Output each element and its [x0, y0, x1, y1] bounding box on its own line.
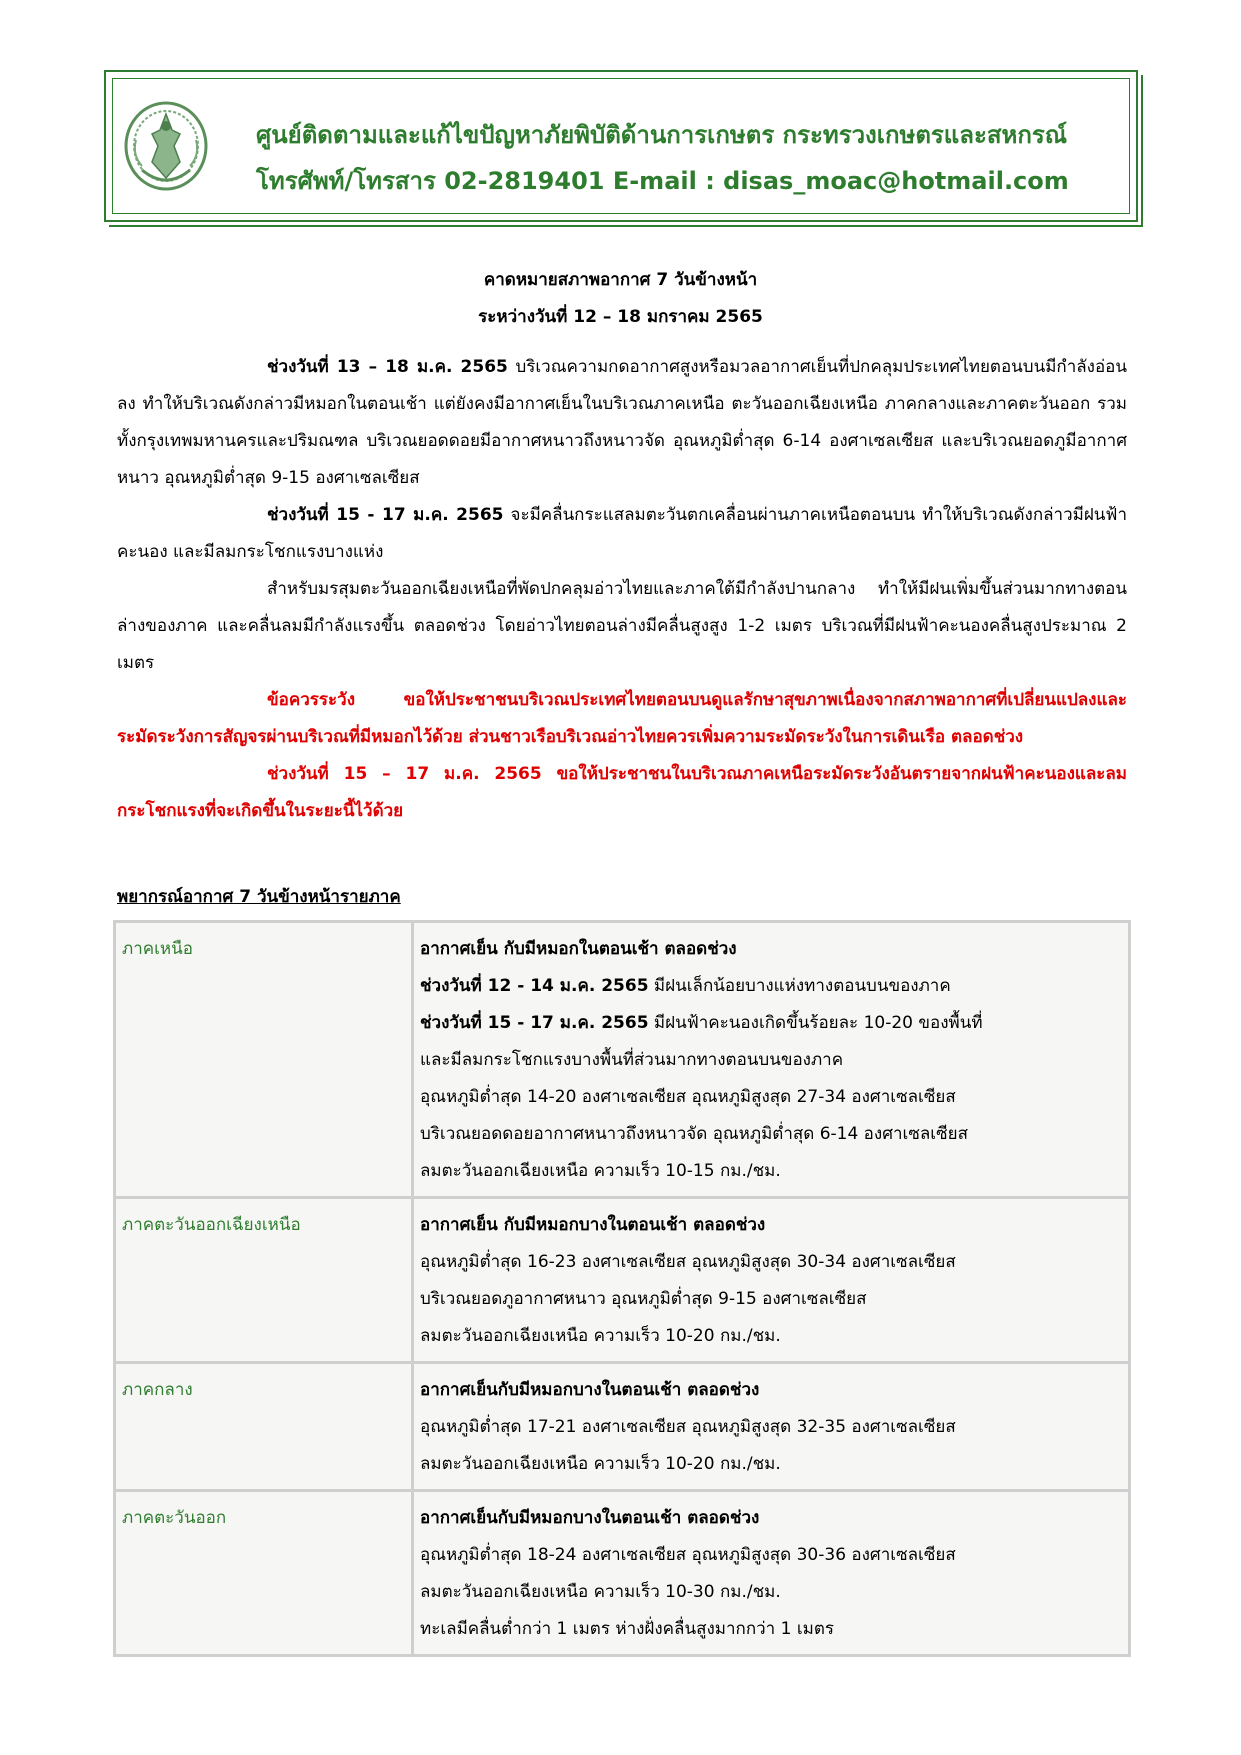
- region-name: ภาคกลาง: [115, 1363, 413, 1491]
- region-line: อุณหภูมิต่ำสุด 17-21 องศาเซลเซียส อุณหภูมิสูงสุด 32-35 องศาเซลเซียส: [420, 1417, 956, 1437]
- table-row: [115, 1198, 1130, 1363]
- section-title: พยากรณ์อากาศ 7 วันข้างหน้ารายภาค: [117, 887, 401, 907]
- region-name: ภาคเหนือ: [115, 922, 413, 1198]
- paragraph-text: บริเวณความกดอากาศสูงหรือมวลอากาศเย็นที่ปกคลุมประเทศไทยตอนบนมีกำลังอ่อนลง ทำให้บริเวณดังกล่าวมีหมอกในตอนเช้า แต่ยังคงมีอากาศเย็นในบริเวณภาคเหนือ ตะวันออกเฉียงเหนือ ภาคกลางและภาคตะวันออก รวมทั้งกรุงเทพมหานครและปริมณฑล บริเวณยอดดอยมีอากาศหนาวถึงหนาวจัด อุณหภูมิต่ำสุด 6-14 องศาเซลเซียส และบริเวณยอดภูมีอากาศหนาว อุณหภูมิต่ำสุด 9-15 องศาเซลเซียส: [117, 357, 1127, 488]
- region-name: ภาคตะวันออกเฉียงเหนือ: [115, 1198, 413, 1363]
- region-line: ลมตะวันออกเฉียงเหนือ ความเร็ว 10-15 กม./ชม.: [420, 1161, 781, 1181]
- paragraph-3: สำหรับมรสุมตะวันออกเฉียงเหนือที่พัดปกคลุมอ่าวไทยและภาคใต้มีกำลังปานกลาง ทำให้มีฝนเพิ่มขึ้นส่วนมากทางตอนล่างของภาค และคลื่นลมมีกำลังแรงขึ้น ตลอดช่วง โดยอ่าวไทยตอนล่างมีคลื่นสูงสูง 1-2 เมตร บริเวณที่มีฝนฟ้าคะนองคลื่นสูงประมาณ 2 เมตร: [117, 579, 1127, 673]
- region-headline: อากาศเย็น กับมีหมอกในตอนเช้า ตลอดช่วง: [420, 939, 737, 959]
- region-detail: [413, 1198, 1130, 1363]
- table-row: [115, 922, 1130, 1198]
- region-line-text: มีฝนฟ้าคะนองเกิดขึ้นร้อยละ 10-20 ของพื้นที่: [648, 1013, 983, 1033]
- region-line: ลมตะวันออกเฉียงเหนือ ความเร็ว 10-30 กม./ชม.: [420, 1582, 781, 1602]
- regional-forecast-table: [113, 920, 1131, 1657]
- paragraph-text: จะมีคลื่นกระแสลมตะวันตกเคลื่อนผ่านภาคเหนือตอนบน ทำให้บริเวณดังกล่าวมีฝนฟ้าคะนอง และมีลมกระโชกแรงบางแห่ง: [117, 505, 1127, 562]
- region-line: ลมตะวันออกเฉียงเหนือ ความเร็ว 10-20 กม./ชม.: [420, 1454, 781, 1474]
- region-detail: [413, 922, 1130, 1198]
- region-name: ภาคตะวันออก: [115, 1491, 413, 1656]
- ministry-seal-icon: [122, 100, 210, 192]
- org-contact: โทรศัพท์/โทรสาร 02-2819401 E-mail : disas_moac@hotmail.com: [256, 167, 1069, 195]
- region-headline: อากาศเย็น กับมีหมอกบางในตอนเช้า ตลอดช่วง: [420, 1215, 766, 1235]
- region-line: และมีลมกระโชกแรงบางพื้นที่ส่วนมากทางตอนบนของภาค: [420, 1050, 844, 1070]
- region-line-text: มีฝนเล็กน้อยบางแห่งทางตอนบนของภาค: [648, 976, 951, 996]
- doc-title: คาดหมายสภาพอากาศ 7 วันข้างหน้า: [483, 270, 758, 290]
- region-line: อุณหภูมิต่ำสุด 14-20 องศาเซลเซียส อุณหภูมิสูงสุด 27-34 องศาเซลเซียส: [420, 1087, 956, 1107]
- region-headline: อากาศเย็นกับมีหมอกบางในตอนเช้า ตลอดช่วง: [420, 1508, 760, 1528]
- organization-info: [256, 112, 1069, 204]
- forecast-body: [117, 349, 1127, 830]
- warning-2: ช่วงวันที่ 15 – 17 ม.ค. 2565 ขอให้ประชาชนในบริเวณภาคเหนือระมัดระวังอันตรายจากฝนฟ้าคะนองและลมกระโชกแรงที่จะเกิดขึ้นในระยะนี้ไว้ด้วย: [117, 764, 1127, 821]
- table-row: [115, 1363, 1130, 1491]
- region-headline: อากาศเย็นกับมีหมอกบางในตอนเช้า ตลอดช่วง: [420, 1380, 760, 1400]
- region-line: อุณหภูมิต่ำสุด 18-24 องศาเซลเซียส อุณหภูมิสูงสุด 30-36 องศาเซลเซียส: [420, 1545, 956, 1565]
- region-line: [420, 1005, 1122, 1042]
- doc-date-range: ระหว่างวันที่ 12 – 18 มกราคม 2565: [478, 307, 763, 327]
- table-row: [115, 1491, 1130, 1656]
- period-label: ช่วงวันที่ 15 - 17 ม.ค. 2565: [267, 505, 504, 525]
- region-line: บริเวณยอดดอยอากาศหนาวถึงหนาวจัด อุณหภูมิต่ำสุด 6-14 องศาเซลเซียส: [420, 1124, 968, 1144]
- paragraph-1: [117, 349, 1127, 497]
- region-detail: [413, 1363, 1130, 1491]
- header-box: [104, 70, 1138, 222]
- period-label: ช่วงวันที่ 13 – 18 ม.ค. 2565: [267, 357, 508, 377]
- paragraph-2: [117, 497, 1127, 571]
- region-detail: [413, 1491, 1130, 1656]
- region-line: ลมตะวันออกเฉียงเหนือ ความเร็ว 10-20 กม./ชม.: [420, 1326, 781, 1346]
- region-line: [420, 968, 1122, 1005]
- warning-1: ข้อควรระวัง ขอให้ประชาชนบริเวณประเทศไทยตอนบนดูแลรักษาสุขภาพเนื่องจากสภาพอากาศที่เปลี่ยนแปลงและระมัดระวังการสัญจรผ่านบริเวณที่มีหมอกไว้ด้วย ส่วนชาวเรือบริเวณอ่าวไทยควรเพิ่มความระมัดระวังในการเดินเรือ ตลอดช่วง: [117, 690, 1127, 747]
- period-label: ช่วงวันที่ 12 - 14 ม.ค. 2565: [420, 976, 649, 996]
- org-name: ศูนย์ติดตามและแก้ไขปัญหาภัยพิบัติด้านการเกษตร กระทรวงเกษตรและสหกรณ์: [256, 121, 1068, 149]
- region-line: อุณหภูมิต่ำสุด 16-23 องศาเซลเซียส อุณหภูมิสูงสุด 30-34 องศาเซลเซียส: [420, 1252, 956, 1272]
- region-line: ทะเลมีคลื่นต่ำกว่า 1 เมตร ห่างฝั่งคลื่นสูงมากกว่า 1 เมตร: [420, 1619, 835, 1639]
- region-line: บริเวณยอดภูอากาศหนาว อุณหภูมิต่ำสุด 9-15 องศาเซลเซียส: [420, 1289, 867, 1309]
- period-label: ช่วงวันที่ 15 - 17 ม.ค. 2565: [420, 1013, 649, 1033]
